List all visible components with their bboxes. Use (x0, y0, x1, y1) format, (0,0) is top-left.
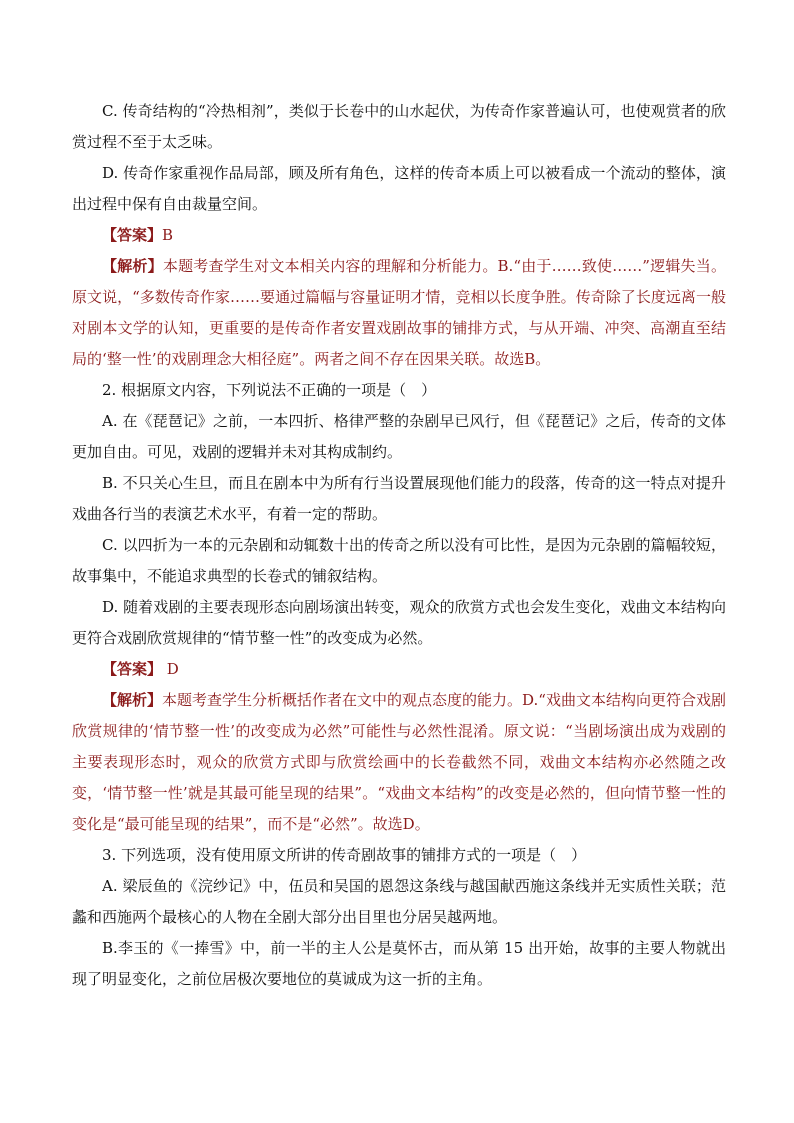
option-text: C. 以四折为一本的元杂剧和动辄数十出的传奇之所以没有可比性，是因为元杂剧的篇幅较短，故事集中，不能追求典型的长卷式的铺叙结构。 (72, 536, 726, 585)
option-d (72, 592, 726, 654)
analysis-paragraph (72, 685, 726, 840)
option-b (72, 933, 726, 995)
option-text: A. 在《琵琶记》之前，一本四折、格律严整的杂剧早已风行，但《琵琶记》之后，传奇的文体更加自由。可见，戏剧的逻辑并未对其构成制约。 (72, 412, 726, 461)
paragraph (72, 96, 726, 158)
question-stem (72, 840, 726, 871)
analysis-tag: 【解析】 (102, 691, 163, 709)
option-text: A. 梁辰鱼的《浣纱记》中，伍员和吴国的恩怨这条线与越国献西施这条线并无实质性关联；范蠡和西施两个最核心的人物在全剧大部分出目里也分居吴越两地。 (72, 877, 726, 926)
analysis-tag: 【解析】 (102, 257, 163, 275)
option-a (72, 871, 726, 933)
option-b (72, 468, 726, 530)
answer-line (72, 654, 726, 685)
option-text: D. 随着戏剧的主要表现形态向剧场演出转变，观众的欣赏方式也会发生变化，戏曲文本结构向更符合戏剧欣赏规律的“情节整一性”的改变成为必然。 (72, 598, 726, 647)
analysis-paragraph (72, 251, 726, 375)
answer-tag: 【答案】 (102, 226, 163, 244)
paragraph (72, 158, 726, 220)
paragraph-text: C. 传奇结构的“冷热相剂”，类似于长卷中的山水起伏，为传奇作家普遍认可，也使观赏者的欣赏过程不至于太乏味。 (72, 102, 726, 151)
question-stem (72, 375, 726, 406)
option-c (72, 530, 726, 592)
paragraph-text: D. 传奇作家重视作品局部，顾及所有角色，这样的传奇本质上可以被看成一个流动的整体，演出过程中保有自由裁量空间。 (72, 164, 726, 213)
option-text: B. 不只关心生旦，而且在剧本中为所有行当设置展现他们能力的段落，传奇的这一特点对提升戏曲各行当的表演艺术水平，有着一定的帮助。 (72, 474, 726, 523)
answer-text: B (162, 226, 174, 244)
analysis-text: 本题考查学生对文本相关内容的理解和分析能力。B.“由于……致使……”逻辑失当。原文说，“多数传奇作家……要通过篇幅与容量证明才情，竞相以长度争胜。传奇除了长度远离一般对剧本文学的认知，更重要的是传奇作者安置戏剧故事的铺排方式，与从开端、冲突、高潮直至结局的‘整一性’的戏剧理念大相径庭”。两者之间不存在因果关联。故选B。 (72, 257, 726, 368)
answer-text: D (162, 660, 179, 678)
option-text: B.李玉的《一捧雪》中，前一半的主人公是莫怀古，而从第 15 出开始，故事的主要人物就出现了明显变化，之前位居极次要地位的莫诚成为这一折的主角。 (72, 939, 726, 988)
question-text: 2. 根据原文内容，下列说法不正确的一项是（ ） (102, 381, 437, 399)
question-text: 3. 下列选项，没有使用原文所讲的传奇剧故事的铺排方式的一项是（ ） (102, 846, 587, 864)
document-page (72, 96, 726, 995)
analysis-text: 本题考查学生分析概括作者在文中的观点态度的能力。D.“戏曲文本结构向更符合戏剧欣赏规律的‘情节整一性’的改变成为必然”可能性与必然性混淆。原文说：“当剧场演出成为戏剧的主要表现形态时，观众的欣赏方式即与欣赏绘画中的长卷截然不同，戏曲文本结构亦必然随之改变，‘情节整一性’就是其最可能呈现的结果”。“戏曲文本结构”的改变是必然的，但向情节整一性的变化是“最可能呈现的结果”，而不是“必然”。故选D。 (72, 691, 726, 833)
option-a (72, 406, 726, 468)
answer-tag: 【答案】 (102, 660, 163, 678)
answer-line (72, 220, 726, 251)
